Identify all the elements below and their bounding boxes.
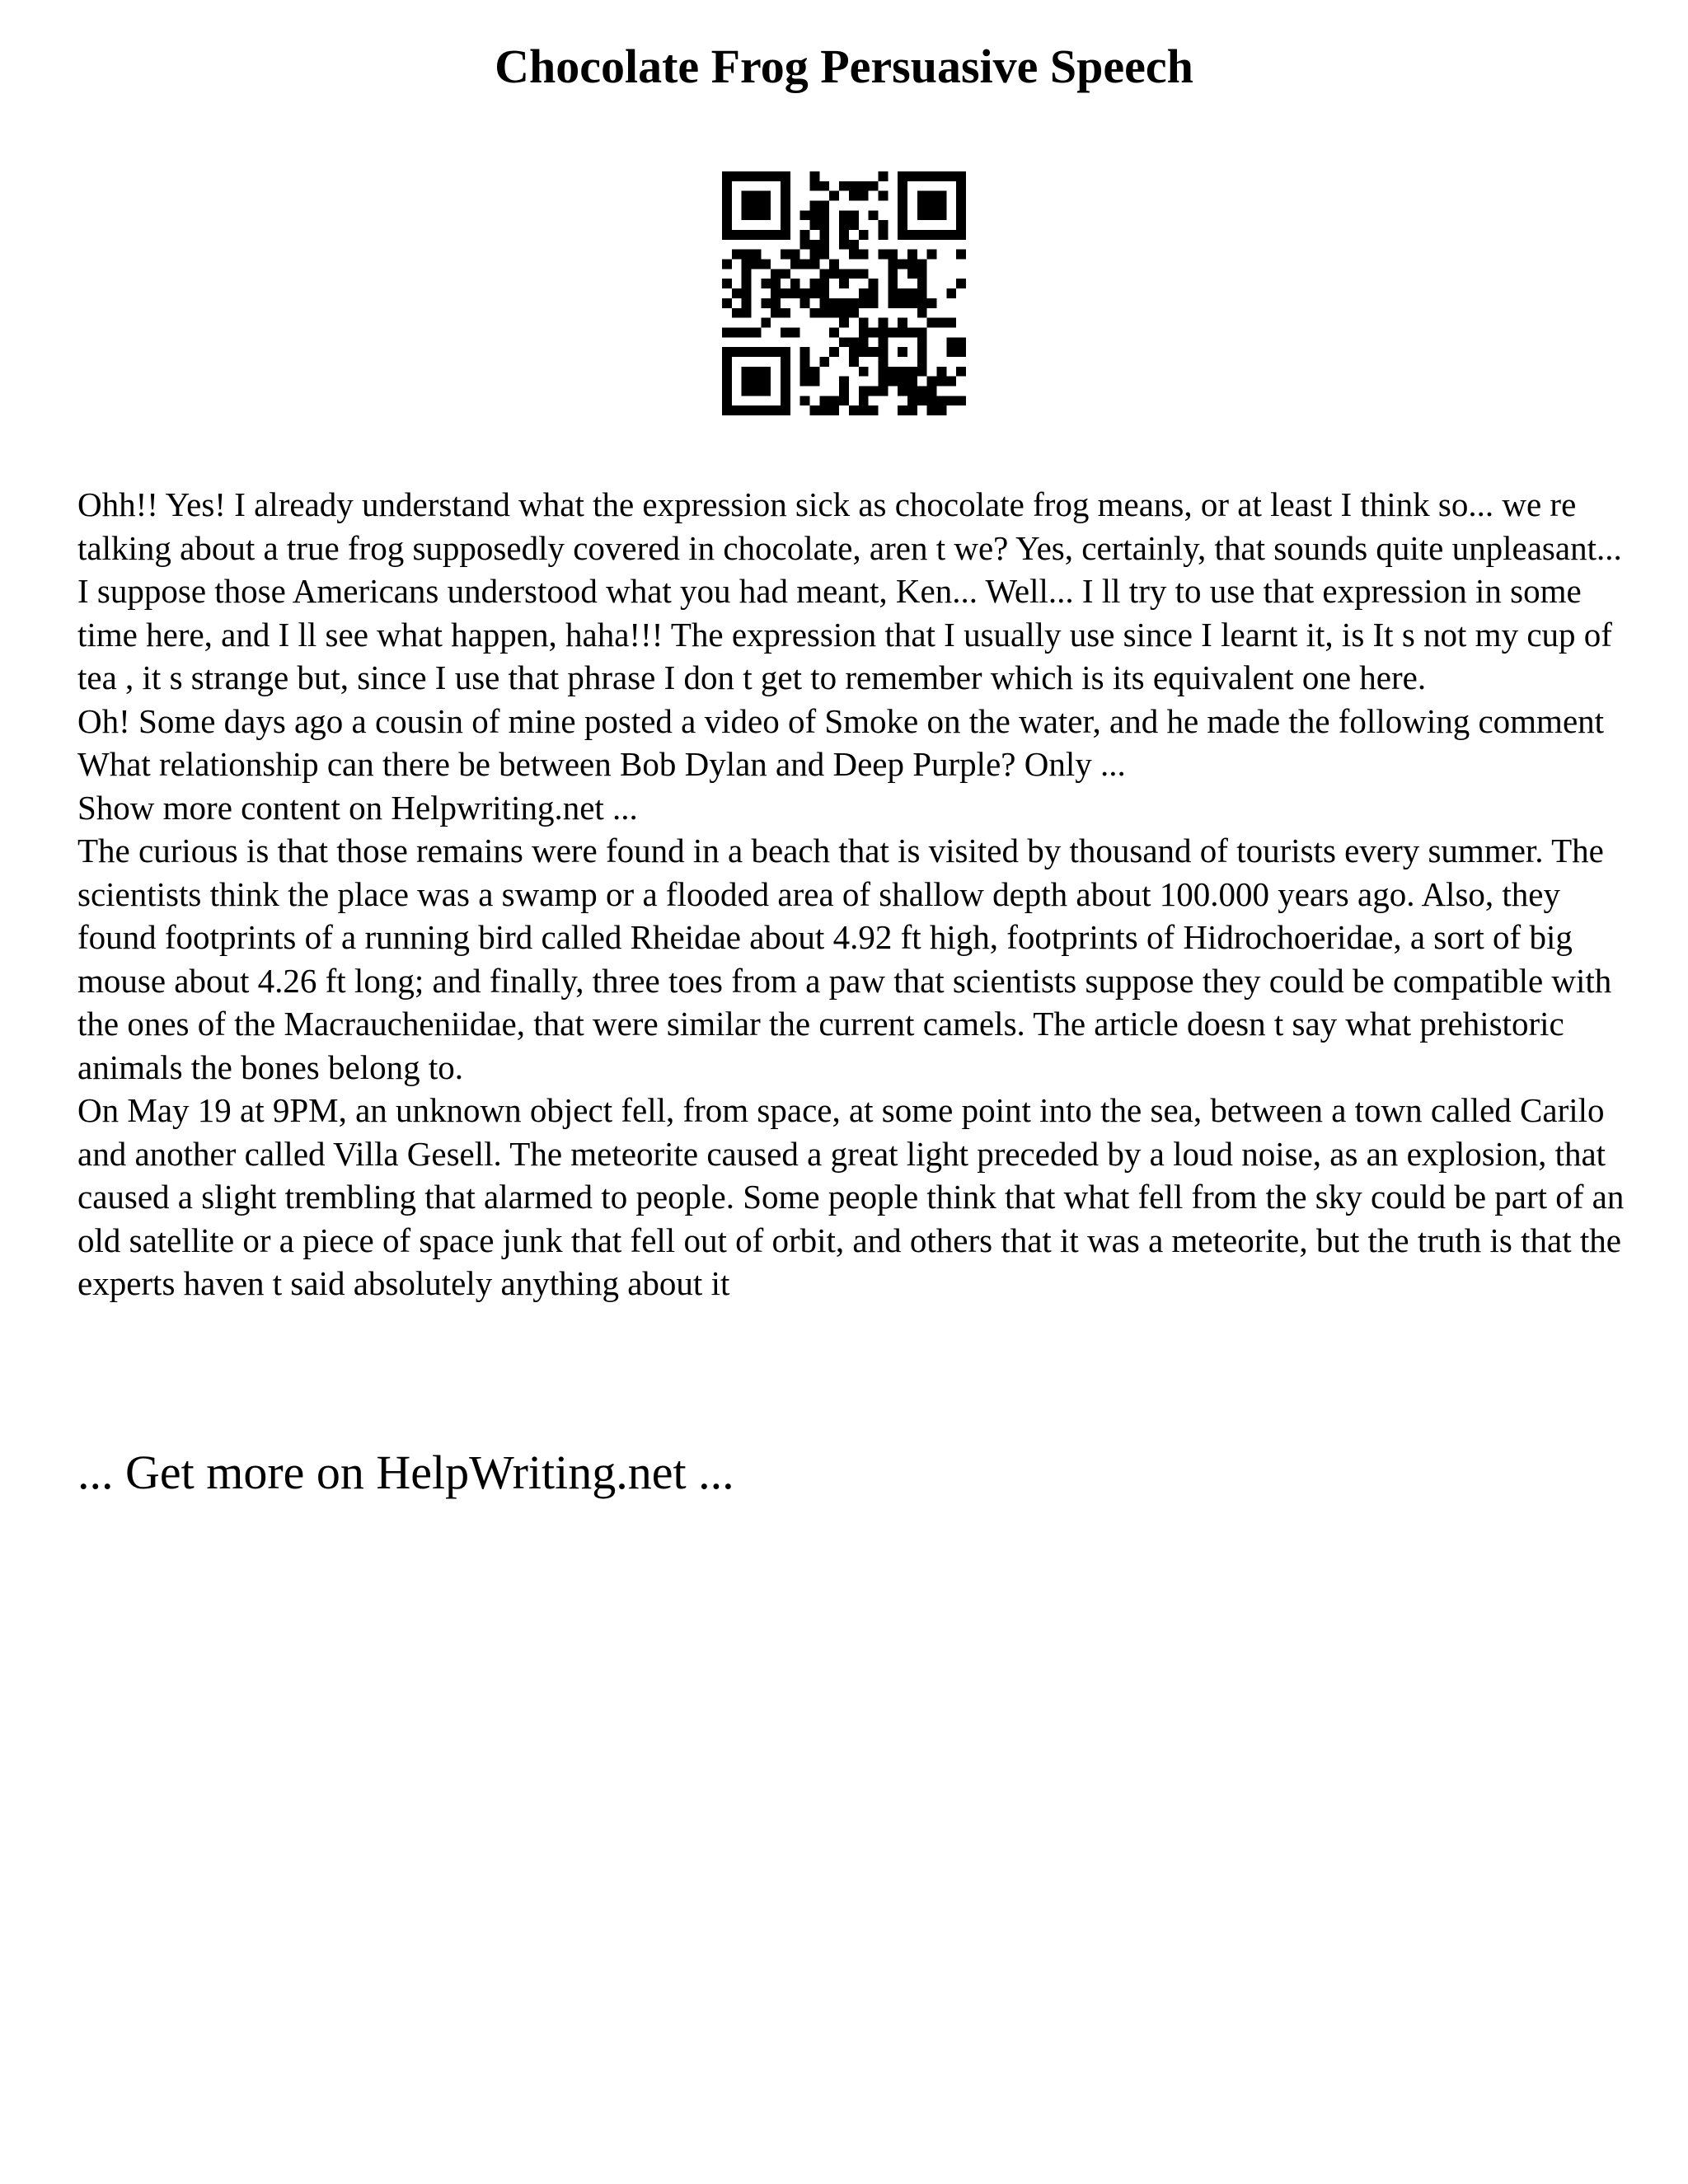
get-more-link[interactable]: ... Get more on HelpWriting.net ...: [77, 1446, 734, 1499]
paragraph-meteorite: On May 19 at 9PM, an unknown object fell, from space, at some point into the sea, between a town called Carilo and another called Villa Gesell. The meteorite caused a great light preceded by a loud noise, as an explosion, that caused a slight trembling that alarmed to people. Some people think that what fell from the sky could be part of an old satellite or a piece of space junk that fell out of orbit, and others that it was a meteorite, but the truth is that the experts haven t said absolutely anything about it: [77, 1091, 1625, 1302]
paragraph-remains: The curious is that those remains were found in a beach that is visited by thousand of tourists every summer. The scientists think the place was a swamp or a flooded area of shallow depth about 100.000 years ago. Also, they found footprints of a running bird called Rheidae about 4.92 ft high, footprints of Hidrochoeridae, a sort of big mouse about 4.26 ft long; and finally, three toes from a paw that scientists suppose they could be compatible with the ones of the Macraucheniidae, that were similar the current camels. The article doesn t say what prehistoric animals the bones belong to.: [77, 832, 1612, 1086]
page-title: Chocolate Frog Persuasive Speech: [495, 40, 1193, 93]
qr-code-icon: [722, 171, 966, 415]
paragraph-expression: Ohh!! Yes! I already understand what the expression sick as chocolate frog means, or at least I think so... we re talking about a true frog supposedly covered in chocolate, aren t we? Yes, certainly, that sounds quite unpleasant... I suppose those Americans understood what you had meant, Ken... Well... I ll try to use that expression in some time here, and I ll see what happen, haha!!! The expression that I usually use since I learnt it, is It s not my cup of tea , it s strange but, since I use that phrase I don t get to remember which is its equivalent one here.: [77, 485, 1622, 696]
article-body: [77, 483, 1627, 1305]
paragraph-cousin-video: Oh! Some days ago a cousin of mine posted a video of Smoke on the water, and he made the following comment What relationship can there be between Bob Dylan and Deep Purple? Only ...: [77, 701, 1605, 783]
show-more-link[interactable]: Show more content on Helpwriting.net ...: [77, 788, 638, 827]
